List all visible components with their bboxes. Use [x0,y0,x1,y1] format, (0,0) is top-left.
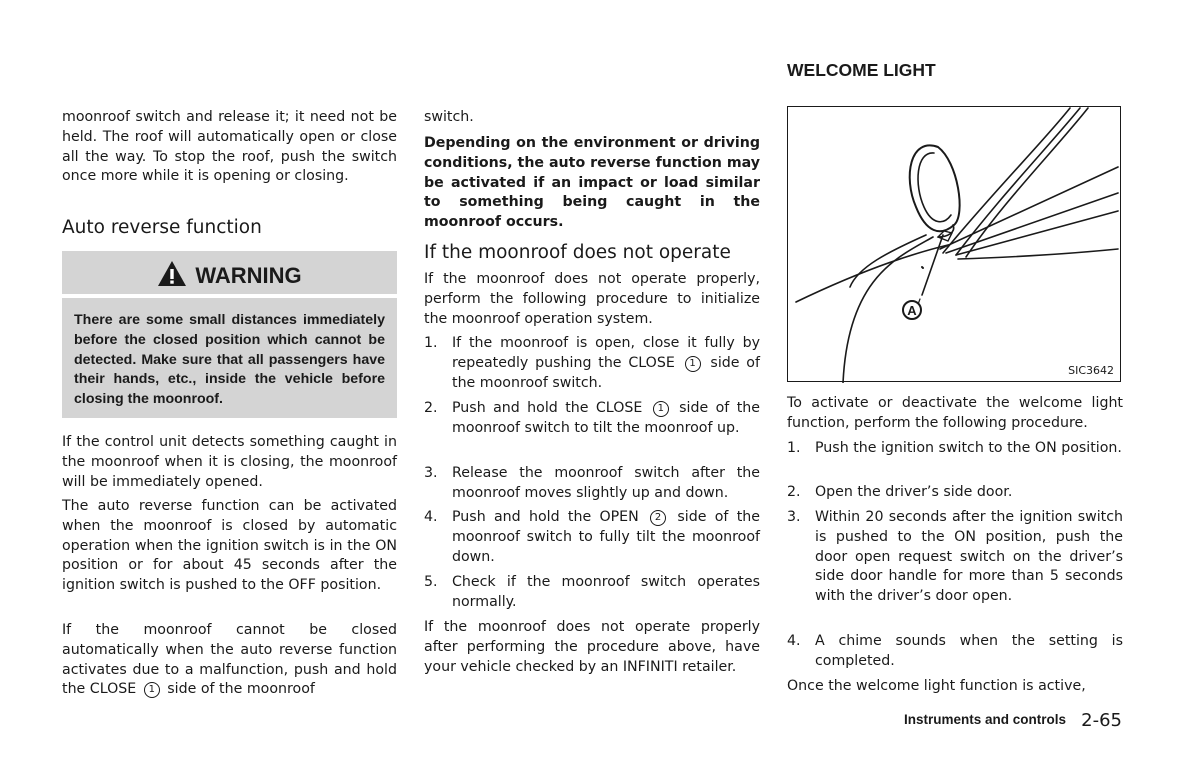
list-item: 4. Push and hold the OPEN 2 side of the moonroof switch to fully tilt the moonroof down. [424,509,761,565]
list-item: 3. Release the moonroof switch after the moonroof moves slightly up and down. [424,465,760,501]
warning-text: There are some small distances immediately before the closed position which cannot be detected. Make sure that all passengers have their hands, etc., inside the vehicle before closing the moonroof. [74,312,385,408]
paragraph-control-unit: If the control unit detects something caught in the moonroof when it is closing, the moonroof will be immediately opened. [62,434,397,490]
heading-auto-reverse: Auto reverse function [62,217,262,238]
paragraph-auto-reverse-activation: The auto reverse function can be activated when the moonroof is closed by automatic operation when the ignition switch is in the ON position or for about 45 seconds after the ignition switch is pushed to the OFF position. [62,498,397,594]
warning-title: WARNING [195,263,302,288]
list-item: 2. Open the driver’s side door. [787,484,1013,500]
door-mirror-illustration [788,107,1122,383]
warning-icon [157,260,187,287]
list-item: 3. Within 20 seconds after the ignition switch is pushed to the ON position, push the door open request switch on the driver’s side door handle for more than 5 seconds with the driver’s door open. [787,509,1123,605]
circled-number: 1 [144,682,160,698]
welcome-light-figure [787,106,1121,382]
section-name: Instruments and controls [904,712,1067,727]
paragraph-switch: switch. [424,109,474,125]
figure-code: SIC3642 [1068,364,1114,377]
warning-box [62,298,397,418]
paragraph-initialize-intro: If the moonroof does not operate properly, perform the following procedure to initialize the moonroof operation system. [424,271,760,327]
page-number: 2-65 [1081,710,1122,731]
page-footer [904,710,1122,731]
section-title: WELCOME LIGHT [787,60,936,80]
circled-number: 1 [653,401,669,417]
list-item: 2. Push and hold the CLOSE 1 side of the moonroof switch to tilt the moonroof up. [424,400,760,436]
paragraph-switch-release: moonroof switch and release it; it need not be held. The roof will automatically open or close all the way. To stop the roof, push the switch once more while it is opening or closing. [62,109,397,185]
paragraph-welcome-active: Once the welcome light function is active, [787,678,1086,694]
list-item: 1. If the moonroof is open, close it fully by repeatedly pushing the CLOSE 1 side of the moonroof switch. [424,335,760,391]
list-item: 1. Push the ignition switch to the ON position. [787,440,1122,456]
callout-label-a: A [907,303,917,318]
circled-number: 2 [650,510,666,526]
paragraph-retailer: If the moonroof does not operate properly after performing the procedure above, have your vehicle checked by an INFINITI retailer. [424,619,760,675]
warning-header [62,251,397,294]
list-item: 5. Check if the moonroof switch operates normally. [424,574,760,610]
list-item: 4. A chime sounds when the setting is completed. [787,633,1123,669]
circled-number: 1 [685,356,701,372]
paragraph-welcome-intro: To activate or deactivate the welcome light function, perform the following procedure. [787,395,1123,431]
paragraph-malfunction: If the moonroof cannot be closed automatically when the auto reverse function activates due to a malfunction, push and hold the CLOSE 1 side of the moonroof [62,622,397,698]
heading-moonroof-not-operate: If the moonroof does not operate [424,242,731,263]
paragraph-bold-note: Depending on the environment or driving conditions, the auto reverse function may be activated if an impact or load similar to something being caught in the moonroof occurs. [424,135,761,231]
